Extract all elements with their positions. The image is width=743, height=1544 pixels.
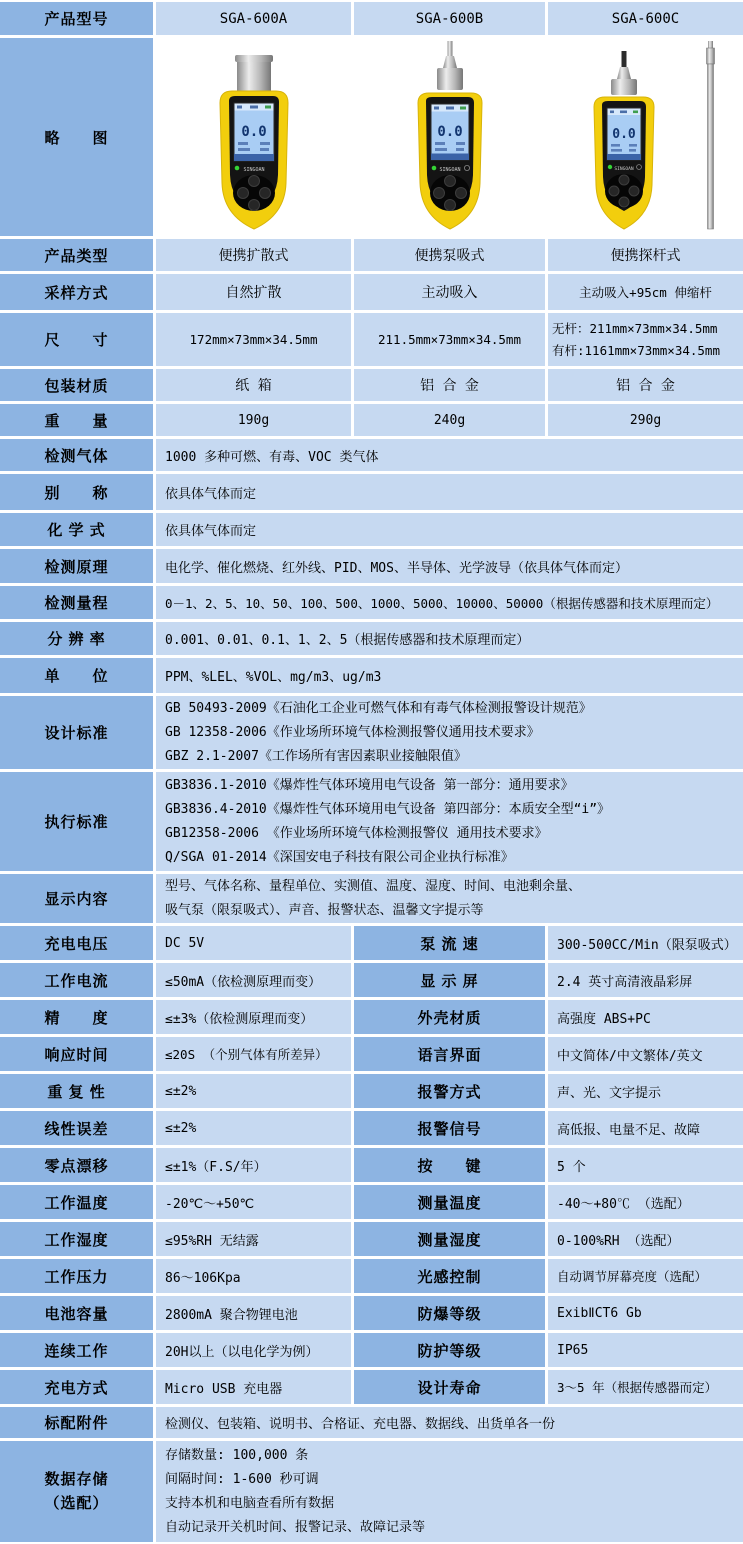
cell-value: 300-500CC/Min（限泵吸式） <box>548 926 743 960</box>
cell-value: 纸 箱 <box>156 369 351 401</box>
sensor-head <box>611 79 637 95</box>
cell-value: 主动吸入 <box>354 274 545 310</box>
table-row <box>0 586 743 619</box>
table-row-display-content <box>0 874 743 923</box>
table-row <box>0 404 743 436</box>
table-row-accessories <box>0 1407 743 1438</box>
standard-line: GB3836.4-2010《爆炸性气体环境用电气设备 第四部分：本质安全型“i”》 <box>165 801 611 817</box>
table-row-spec <box>0 1037 743 1071</box>
cell-value: 电化学、催化燃烧、红外线、PID、MOS、半导体、光学波导（依具体气体而定） <box>156 549 743 583</box>
device-screen-value: 0.0 <box>436 124 463 140</box>
telescopic-rod-upper <box>706 48 714 64</box>
table-row <box>0 313 743 366</box>
row-label: 工作电流 <box>0 963 153 997</box>
row-label: 线性误差 <box>0 1111 153 1145</box>
cell-value: 便携探杆式 <box>548 239 743 271</box>
status-led <box>234 166 239 171</box>
row-label: 工作温度 <box>0 1185 153 1219</box>
cell-value: 检测仪、包装箱、说明书、合格证、充电器、数据线、出货单各一份 <box>156 1407 743 1438</box>
row-label: 检测原理 <box>0 549 153 583</box>
cell-value: 2.4 英寸高清液晶彩屏 <box>548 963 743 997</box>
device-image-sga-600b <box>354 38 545 236</box>
cell-value <box>156 772 743 871</box>
cell-value: 依具体气体而定 <box>156 474 743 510</box>
row-label: 零点漂移 <box>0 1148 153 1182</box>
cell-value: 1000 多种可燃、有毒、VOC 类气体 <box>156 439 743 471</box>
table-row-data-storage <box>0 1441 743 1542</box>
row-label: 执行标准 <box>0 772 153 871</box>
row-label: 精 度 <box>0 1000 153 1034</box>
standard-line: Q/SGA 01-2014《深国安电子科技有限公司企业执行标准》 <box>165 849 514 865</box>
cell-value: 240g <box>354 404 545 436</box>
device-brand-label: SINGOAN <box>242 167 265 173</box>
cell-value: ≤±3%（依检测原理而变） <box>156 1000 351 1034</box>
cell-value: 0-100%RH （选配） <box>548 1222 743 1256</box>
cell-value: PPM、%LEL、%VOL、mg/m3、ug/m3 <box>156 658 743 693</box>
table-row-spec <box>0 1000 743 1034</box>
table-row-exec-standard <box>0 772 743 871</box>
probe-needle <box>447 41 452 56</box>
model-cell-2: SGA-600C <box>548 2 743 35</box>
cell-value: 便携扩散式 <box>156 239 351 271</box>
row-label: 显 示 屏 <box>354 963 545 997</box>
row-label: 产品型号 <box>0 2 153 35</box>
table-row-spec <box>0 1074 743 1108</box>
cell-value: 86～106Kpa <box>156 1259 351 1293</box>
standard-line: GB 12358-2006《作业场所环境气体检测报警仪通用技术要求》 <box>165 724 540 740</box>
table-row-model <box>0 2 743 35</box>
row-label: 重 量 <box>0 404 153 436</box>
telescopic-rod <box>707 64 713 229</box>
row-label-line: （选配） <box>44 1494 109 1512</box>
row-label: 略 图 <box>0 38 153 236</box>
screen-bottombar <box>234 154 274 161</box>
table-row <box>0 513 743 546</box>
table-row-spec <box>0 1148 743 1182</box>
cell-value: 高强度 ABS+PC <box>548 1000 743 1034</box>
row-label-line: 数据存储 <box>44 1470 109 1488</box>
probe-needle <box>621 51 626 67</box>
table-row <box>0 369 743 401</box>
row-label: 连续工作 <box>0 1333 153 1367</box>
cell-value: ≤±2% <box>156 1074 351 1108</box>
device-brand-label: SINGOAN <box>613 167 634 172</box>
storage-line: 间隔时间: 1-600 秒可调 <box>165 1471 319 1487</box>
sensor-head <box>237 62 271 92</box>
cell-value: ≤20S （个别气体有所差异） <box>156 1037 351 1071</box>
model-cell-0: SGA-600A <box>156 2 351 35</box>
cell-value: -40～+80℃ （选配） <box>548 1185 743 1219</box>
cell-value: 依具体气体而定 <box>156 513 743 546</box>
table-row-spec <box>0 926 743 960</box>
row-label: 包装材质 <box>0 369 153 401</box>
dimension-line: 有杆:1161mm×73mm×34.5mm <box>552 342 720 358</box>
table-row <box>0 622 743 655</box>
table-row-spec <box>0 1333 743 1367</box>
cell-value: 便携泵吸式 <box>354 239 545 271</box>
device-image-sga-600a <box>156 38 351 236</box>
cell-value: 190g <box>156 404 351 436</box>
cell-value: IP65 <box>548 1333 743 1367</box>
cell-value: ≤50mA（依检测原理而变） <box>156 963 351 997</box>
cell-value: ≤±1%（F.S/年） <box>156 1148 351 1182</box>
table-row-spec <box>0 1370 743 1404</box>
cell-value <box>156 696 743 769</box>
row-label: 测量湿度 <box>354 1222 545 1256</box>
row-label: 工作湿度 <box>0 1222 153 1256</box>
cell-value: ExibⅡCT6 Gb <box>548 1296 743 1330</box>
cell-value: 中文简体/中文繁体/英文 <box>548 1037 743 1071</box>
cell-value <box>548 313 743 366</box>
row-label: 充电电压 <box>0 926 153 960</box>
probe-cone <box>443 56 457 68</box>
cell-value: 自动调节屏幕亮度（选配） <box>548 1259 743 1293</box>
row-label: 报警方式 <box>354 1074 545 1108</box>
table-row-spec <box>0 963 743 997</box>
row-label: 产品类型 <box>0 239 153 271</box>
row-label: 防护等级 <box>354 1333 545 1367</box>
table-row <box>0 474 743 510</box>
cell-value: 主动吸入+95cm 伸缩杆 <box>548 274 743 310</box>
model-cell-1: SGA-600B <box>354 2 545 35</box>
screen-bottombar <box>607 154 641 160</box>
row-label: 按 键 <box>354 1148 545 1182</box>
cell-value: 自然扩散 <box>156 274 351 310</box>
row-label: 工作压力 <box>0 1259 153 1293</box>
row-label: 化 学 式 <box>0 513 153 546</box>
cell-value: 0.001、0.01、0.1、1、2、5（根据传感器和技术原理而定） <box>156 622 743 655</box>
row-label: 充电方式 <box>0 1370 153 1404</box>
table-row <box>0 239 743 271</box>
row-label: 别 称 <box>0 474 153 510</box>
cell-value: 3～5 年（根据传感器而定） <box>548 1370 743 1404</box>
row-label: 分 辨 率 <box>0 622 153 655</box>
storage-line: 支持本机和电脑查看所有数据 <box>165 1495 335 1511</box>
row-label: 重 复 性 <box>0 1074 153 1108</box>
sensor-head <box>437 68 463 90</box>
row-label: 电池容量 <box>0 1296 153 1330</box>
row-label: 泵 流 速 <box>354 926 545 960</box>
row-label: 显示内容 <box>0 874 153 923</box>
table-row-spec <box>0 1185 743 1219</box>
cell-value: 211.5mm×73mm×34.5mm <box>354 313 545 366</box>
telescopic-rod-tip <box>708 41 713 48</box>
device-brand-label: SINGOAN <box>438 167 461 173</box>
table-row-spec <box>0 1296 743 1330</box>
table-row <box>0 549 743 583</box>
cell-value: Micro USB 充电器 <box>156 1370 351 1404</box>
cell-value: 172mm×73mm×34.5mm <box>156 313 351 366</box>
device-screen-value: 0.0 <box>240 124 267 140</box>
row-label: 光感控制 <box>354 1259 545 1293</box>
screen-bottombar <box>431 154 469 161</box>
standard-line: GB3836.1-2010《爆炸性气体环境用电气设备 第一部分：通用要求》 <box>165 777 574 793</box>
sensor-head-rim <box>235 55 273 62</box>
cell-value: 290g <box>548 404 743 436</box>
cell-value: -20℃～+50℃ <box>156 1185 351 1219</box>
cell-value <box>156 874 743 923</box>
row-label: 尺 寸 <box>0 313 153 366</box>
row-label: 采样方式 <box>0 274 153 310</box>
cell-value: 铝 合 金 <box>354 369 545 401</box>
cell-value: 5 个 <box>548 1148 743 1182</box>
cell-value <box>156 1441 743 1542</box>
row-label: 语言界面 <box>354 1037 545 1071</box>
row-label: 测量温度 <box>354 1185 545 1219</box>
row-label: 外壳材质 <box>354 1000 545 1034</box>
cell-value: ≤95%RH 无结露 <box>156 1222 351 1256</box>
cell-value: 铝 合 金 <box>548 369 743 401</box>
status-led <box>431 166 436 171</box>
standard-line: GBZ 2.1-2007《工作场所有害因素职业接触限值》 <box>165 748 467 764</box>
cell-value: 0－1、2、5、10、50、100、500、1000、5000、10000、50000（根据传感器和技术原理而定） <box>156 586 743 619</box>
display-line: 吸气泵（限泵吸式）、声音、报警状态、温馨文字提示等 <box>165 902 484 918</box>
row-label: 响应时间 <box>0 1037 153 1071</box>
row-label: 报警信号 <box>354 1111 545 1145</box>
table-row-spec <box>0 1259 743 1293</box>
table-row-sketch <box>0 38 743 236</box>
table-row <box>0 274 743 310</box>
storage-line: 自动记录开关机时间、报警记录、故障记录等 <box>165 1519 426 1535</box>
table-row <box>0 658 743 693</box>
row-label: 检测气体 <box>0 439 153 471</box>
standard-line: GB12358-2006 《作业场所环境气体检测报警仪 通用技术要求》 <box>165 825 548 841</box>
dimension-line: 无杆：211mm×73mm×34.5mm <box>552 320 718 336</box>
table-row-spec <box>0 1111 743 1145</box>
row-label: 防爆等级 <box>354 1296 545 1330</box>
row-label: 检测量程 <box>0 586 153 619</box>
table-row-design-standard <box>0 696 743 769</box>
cell-value: 高低报、电量不足、故障 <box>548 1111 743 1145</box>
device-screen-value: 0.0 <box>611 127 636 142</box>
storage-line: 存储数量: 100,000 条 <box>165 1447 309 1463</box>
cell-value: 20H以上（以电化学为例） <box>156 1333 351 1367</box>
row-label: 标配附件 <box>0 1407 153 1438</box>
display-line: 型号、气体名称、量程单位、实测值、温度、湿度、时间、电池剩余量、 <box>165 878 582 894</box>
row-label: 单 位 <box>0 658 153 693</box>
device-image-sga-600c <box>548 38 743 236</box>
cell-value: DC 5V <box>156 926 351 960</box>
row-label <box>0 1441 153 1542</box>
table-row <box>0 439 743 471</box>
cell-value: 2800mA 聚合物锂电池 <box>156 1296 351 1330</box>
row-label: 设计寿命 <box>354 1370 545 1404</box>
row-label: 设计标准 <box>0 696 153 769</box>
cell-value: ≤±2% <box>156 1111 351 1145</box>
status-led <box>607 165 611 169</box>
cell-value: 声、光、文字提示 <box>548 1074 743 1108</box>
table-row-spec <box>0 1222 743 1256</box>
standard-line: GB 50493-2009《石油化工企业可燃气体和有毒气体检测报警设计规范》 <box>165 700 592 716</box>
